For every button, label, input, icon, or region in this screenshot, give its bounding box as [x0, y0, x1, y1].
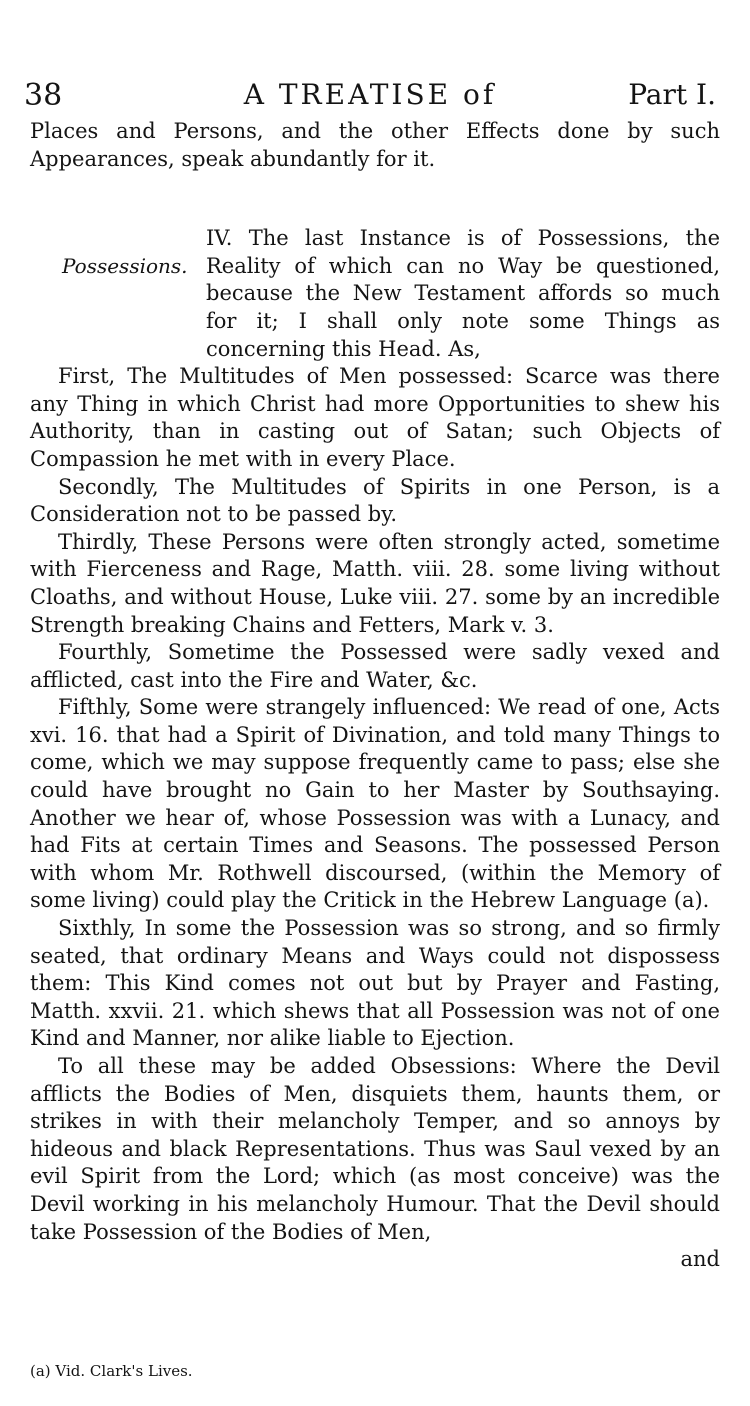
paragraph-1: Places and Persons, and the other Effects done by such Appearances, speak abundantly for it. — [30, 119, 720, 171]
part-label: Part I. — [628, 78, 716, 111]
catchword: and — [680, 1247, 720, 1272]
margin-note: Possessions. — [62, 254, 188, 279]
paragraph-5: Thirdly, These Persons were often strongly acted, sometime with Fierceness and Rage, Matth. viii. 28. some living without Cloaths, and without House, Luke viii. 27. some by an incredible Strength breaking Chains and Fetters, Mark v. 3. — [30, 529, 720, 637]
paragraph-2: IV. The last Instance is of Possessions, the Reality of which can no Way be questioned, because the New Testament affords so much for it; I shall only note some Things as concerning this Head. As, — [206, 226, 720, 361]
paragraph-3: First, The Multitudes of Men possessed: Scarce was there any Thing in which Christ had more Opportunities to shew his Authority, than in casting out of Satan; such Objects of Compassion he met with in every Place. — [30, 364, 720, 471]
running-title: A TREATISE of — [243, 78, 497, 111]
paragraph-6: Fourthly, Sometime the Possessed were sadly vexed and afflicted, cast into the Fire and Water, &c. — [30, 640, 720, 692]
running-header — [24, 78, 716, 122]
paragraph-7: Fifthly, Some were strangely influenced: We read of one, Acts xvi. 16. that had a Spirit of Divination, and told many Things to come, which we may suppose frequently came to pass; else she could have brought no Gain to her Master by Southsaying. Another we hear of, whose Possession was with a Lunacy, and had Fits at certain Times and Seasons. The possessed Person with whom Mr. Rothwell discoursed, (within the Memory of some living) could play the Critick in the Hebrew Language (a). — [30, 695, 720, 913]
section-iv — [30, 225, 720, 363]
page-number: 38 — [24, 78, 63, 113]
paragraph-4: Secondly, The Multitudes of Spirits in one Person, is a Consideration not to be passed by. — [30, 474, 720, 527]
paragraph-8: Sixthly, In some the Possession was so strong, and so firmly seated, that ordinary Means and Ways could not dispossess them: This Kind comes not out but by Prayer and Fasting, Matth. xxvii. 21. which shews that all Possession was not of one Kind and Manner, nor alike liable to Ejection. — [30, 916, 720, 1051]
paragraph-9: To all these may be added Obsessions: Where the Devil afflicts the Bodies of Men, disquiets them, haunts them, or strikes in with their melancholy Temper, and so annoys by hideous and black Representations. Thus was Saul vexed by an evil Spirit from the Lord; which (as most conceive) was the Devil working in his melancholy Humour. That the Devil should take Possession of the Bodies of Men, — [30, 1054, 720, 1244]
footnote: (a) Vid. Clark's Lives. — [30, 1362, 193, 1380]
body-text — [30, 118, 720, 1274]
